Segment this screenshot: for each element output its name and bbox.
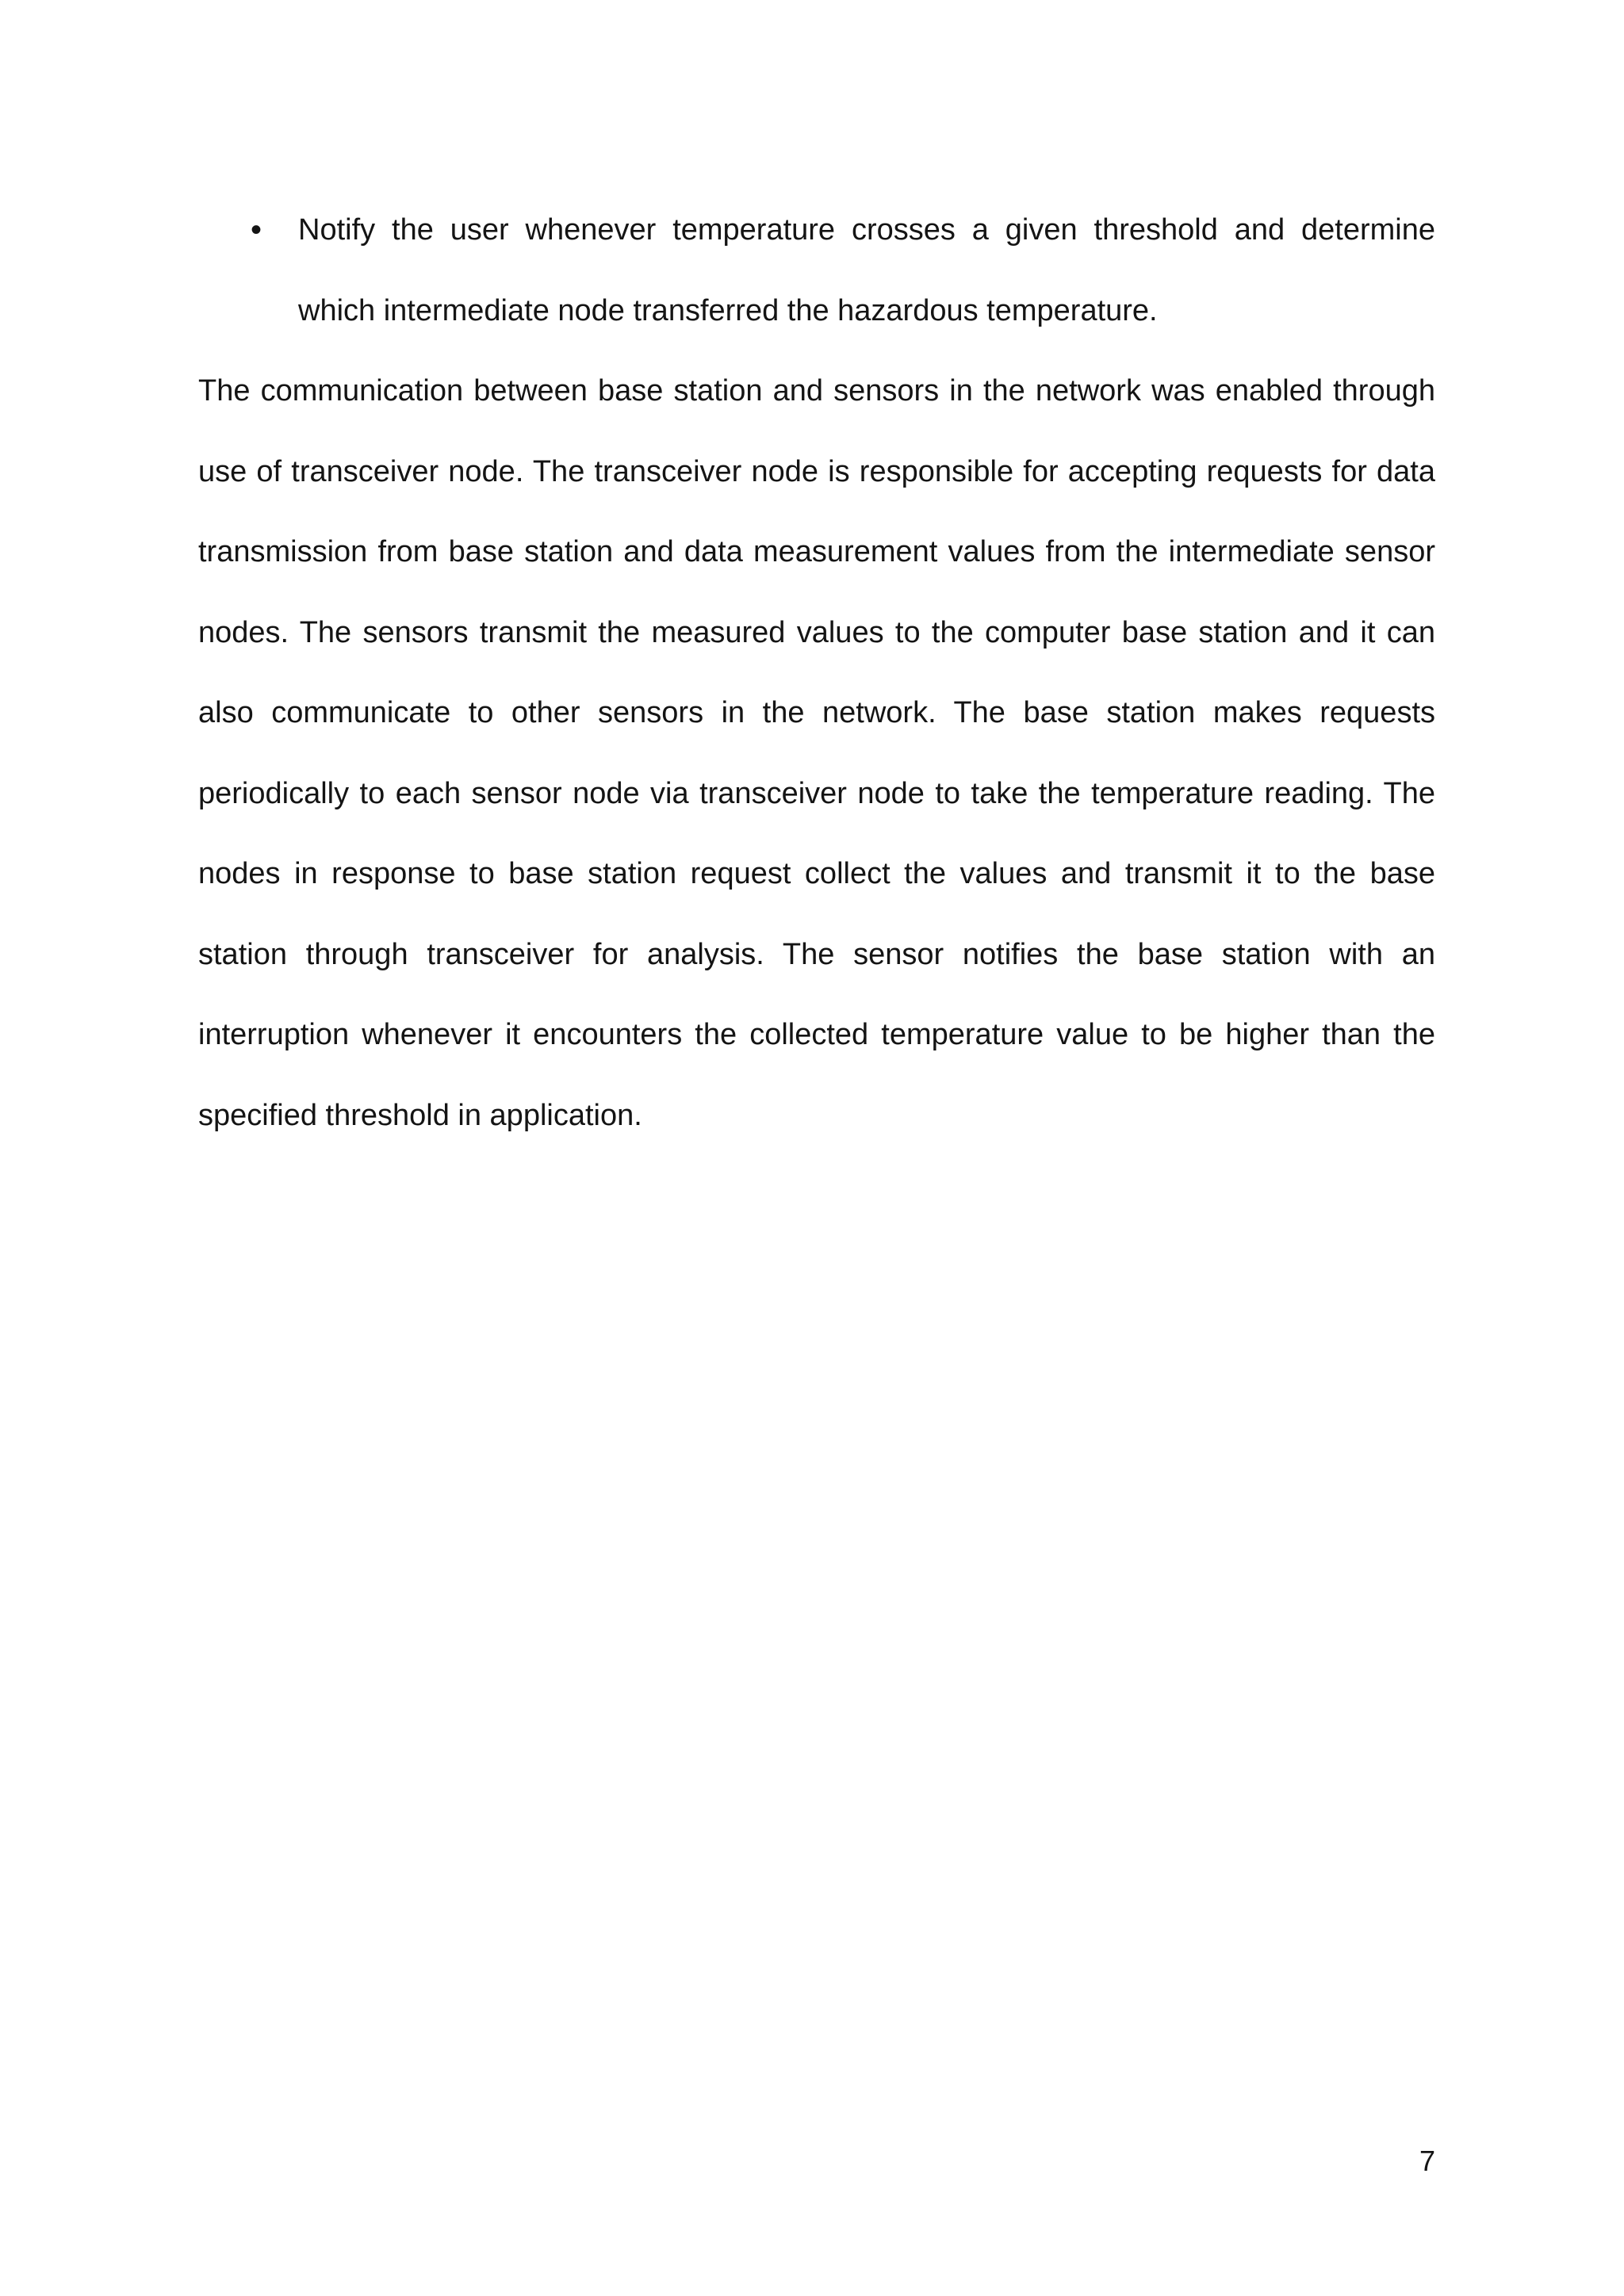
bullet-list [198, 190, 1435, 351]
bullet-text: Notify the user whenever temperature crosses a given threshold and determine which intermediate node transferred the hazardous temperature. [298, 213, 1435, 327]
page-body [198, 190, 1435, 1156]
page-number: 7 [1419, 2145, 1435, 2177]
bullet-icon: • [251, 212, 262, 247]
bullet-item-notify-user [198, 190, 1435, 351]
body-paragraph: The communication between base station and sensors in the network was enabled through use of transceiver node. The transceiver node is responsible for accepting requests for data transmission from base station and data measurement values from the intermediate sensor nodes. The sensors transmit the measured values to the computer base station and it can also communicate to other sensors in the network. The base station makes requests periodically to each sensor node via transceiver node to take the temperature reading. The nodes in response to base station request collect the values and transmit it to the base station through transceiver for analysis. The sensor notifies the base station with an interruption whenever it encounters the collected temperature value to be higher than the specified threshold in application. [198, 374, 1435, 1132]
